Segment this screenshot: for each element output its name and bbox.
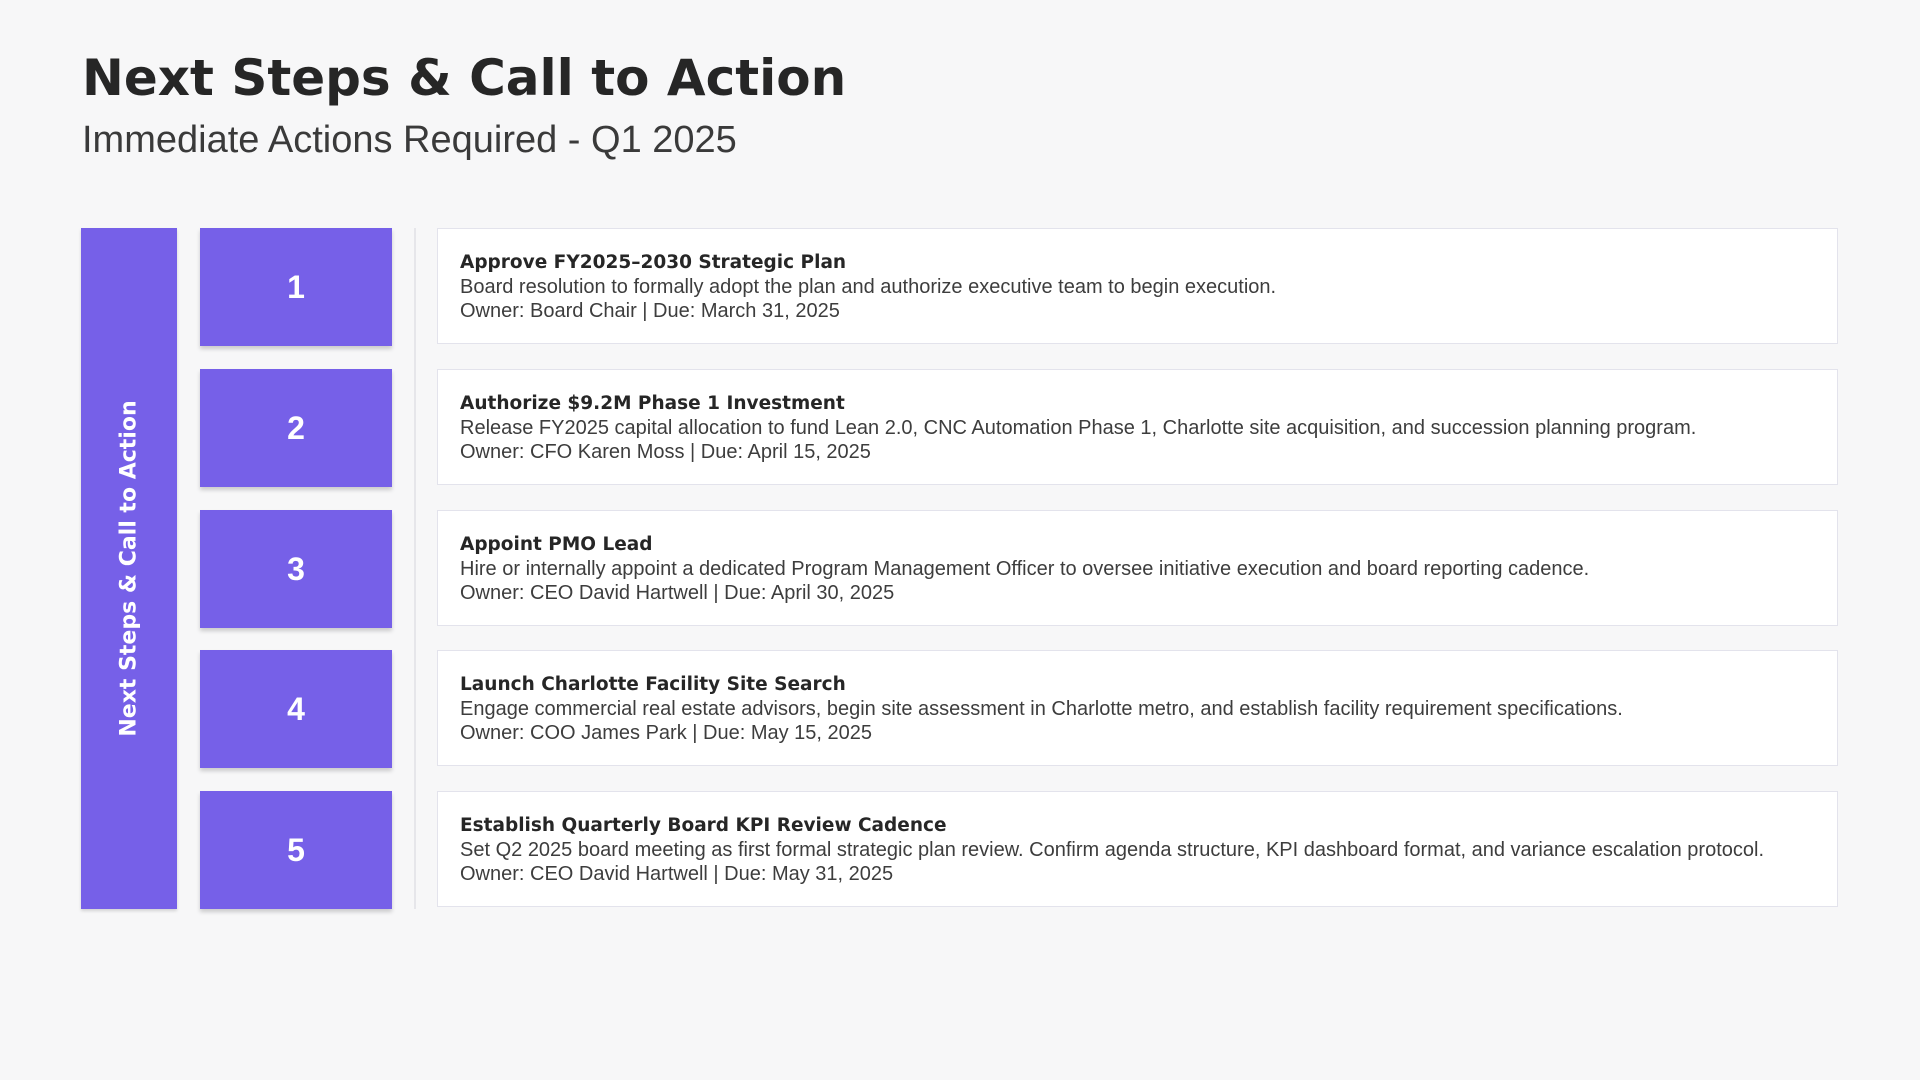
page-subtitle: Immediate Actions Required - Q1 2025 [82,119,737,161]
step-number-box [200,510,392,628]
step-row-5 [200,791,1840,909]
page-title: Next Steps & Call to Action [82,49,847,107]
side-banner-label: Next Steps & Call to Action [116,400,142,737]
step-owner-due: Owner: CFO Karen Moss | Due: April 15, 2025 [460,441,871,463]
step-description: Board resolution to formally adopt the plan and authorize executive team to begin execution. [460,276,1277,298]
step-title: Appoint PMO Lead [460,534,653,555]
step-description: Engage commercial real estate advisors, begin site assessment in Charlotte metro, and establish facility requirement specifications. [460,698,1623,720]
step-owner-due: Owner: COO James Park | Due: May 15, 2025 [460,722,873,744]
step-row-1 [200,228,1840,346]
step-description-block [460,838,1790,886]
step-row-4 [200,650,1840,768]
side-banner [81,228,177,909]
step-number-box [200,228,392,346]
step-title: Approve FY2025–2030 Strategic Plan [460,252,847,273]
step-owner-due: Owner: Board Chair | Due: March 31, 2025 [460,300,840,322]
step-number: 3 [287,550,305,587]
step-owner-due: Owner: CEO David Hartwell | Due: May 31, 2025 [460,863,894,885]
step-row-2 [200,369,1840,487]
step-number: 5 [287,831,305,868]
step-card [437,510,1838,626]
step-card [437,791,1838,907]
step-number: 1 [287,268,305,305]
step-row-3 [200,510,1840,628]
step-title: Launch Charlotte Facility Site Search [460,674,846,695]
step-card [437,650,1838,766]
step-number: 2 [287,409,305,446]
step-description: Set Q2 2025 board meeting as first formal strategic plan review. Confirm agenda structure, KPI dashboard format, and variance escalation protocol. [460,839,1765,861]
step-number-box [200,650,392,768]
step-owner-due: Owner: CEO David Hartwell | Due: April 30, 2025 [460,582,895,604]
step-number: 4 [287,690,305,727]
step-description: Release FY2025 capital allocation to fund Lean 2.0, CNC Automation Phase 1, Charlotte site acquisition, and succession planning program. [460,417,1697,439]
step-title: Authorize $9.2M Phase 1 Investment [460,393,845,414]
step-title: Establish Quarterly Board KPI Review Cadence [460,815,947,836]
step-number-box [200,791,392,909]
step-card [437,228,1838,344]
step-card [437,369,1838,485]
step-description: Hire or internally appoint a dedicated Program Management Officer to oversee initiative execution and board reporting cadence. [460,558,1590,580]
step-number-box [200,369,392,487]
